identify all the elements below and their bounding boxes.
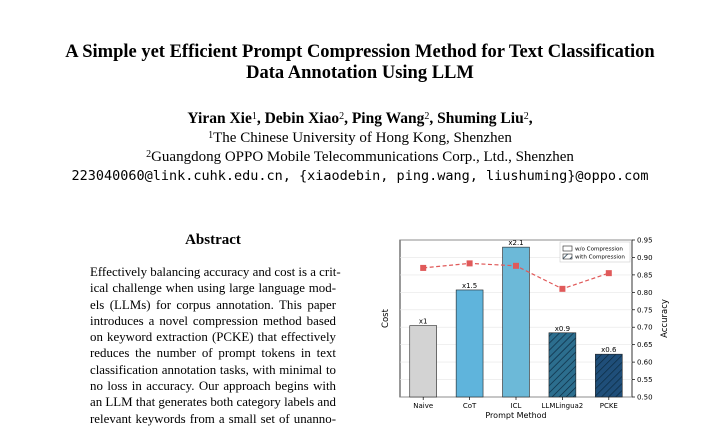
author-name: Debin Xiao [264, 110, 340, 127]
author-separator: , [429, 110, 438, 127]
abstract-line: els (LLMs) for corpus annotation. This paper [90, 297, 336, 312]
accuracy-marker [467, 260, 473, 266]
y2-tick-label: 0.75 [637, 306, 653, 315]
bar-icl [503, 247, 530, 397]
x-tick-label: LLMLingua2 [541, 402, 584, 410]
abstract-heading: Abstract [185, 232, 241, 248]
title-line-2: Data Annotation Using LLM [246, 63, 474, 83]
bar-hatch-llmlingua2 [549, 333, 576, 397]
abstract-line: introduces a novel compression method based [90, 313, 336, 328]
y2-tick-label: 0.65 [637, 341, 653, 350]
author-affiliation-marker: 2 [424, 111, 430, 122]
author-list [0, 110, 720, 128]
abstract-line: ical challenge when using large language mod- [90, 281, 336, 296]
author-affiliation-marker: 2 [523, 111, 529, 122]
abstract-line: no loss in accuracy. Our approach begins with [90, 379, 336, 394]
affiliation-2-text: Guangdong OPPO Mobile Telecommunications Corp., Ltd., Shenzhen [151, 149, 574, 165]
bar-value-label: x0.6 [601, 346, 617, 355]
author-separator: , [528, 110, 533, 127]
abstract-line: an LLM that generates both category labels and [90, 395, 336, 410]
affiliation-2 [0, 148, 720, 166]
bar-value-label: x1.5 [461, 281, 478, 290]
x-tick-label: PCKE [599, 402, 618, 410]
affiliation-1-marker: 1 [208, 130, 214, 141]
abstract-line: relevant keywords from a small set of unanno- [90, 411, 336, 426]
author-name: Yiran Xie [187, 110, 252, 127]
legend-swatch [563, 246, 572, 251]
affiliation-1 [0, 129, 720, 147]
y2-tick-label: 0.80 [637, 288, 653, 297]
abstract-line: Effectively balancing accuracy and cost is a crit- [90, 265, 341, 279]
x-tick-label: Naive [413, 402, 434, 410]
y2-tick-label: 0.70 [637, 323, 653, 332]
author-affiliation-marker: 1 [251, 111, 257, 122]
abstract-line: on keyword extraction (PCKE) that effectively [90, 330, 336, 345]
affiliation-2-marker: 2 [146, 149, 152, 160]
legend-label: w/o Compression [575, 246, 623, 253]
x-tick-label: ICL [510, 402, 522, 410]
y2-tick-label: 0.95 [637, 236, 653, 245]
author-separator: , [344, 110, 352, 127]
y2-axis-label: Accuracy [660, 299, 670, 338]
abstract-line: reduces the number of prompt tokens in text [90, 346, 336, 361]
author-affiliation-marker: 2 [339, 111, 345, 122]
author-separator: , [256, 110, 265, 127]
bar-naive [410, 326, 437, 397]
chart-svg [370, 232, 720, 420]
bar-value-label: x2.1 [508, 239, 524, 248]
y2-tick-label: 0.55 [637, 376, 653, 385]
accuracy-marker [606, 270, 612, 276]
title-line-1: A Simple yet Efficient Prompt Compression Method for Text Classification [65, 42, 655, 62]
x-axis-label: Prompt Method [485, 411, 547, 420]
cost-accuracy-chart [370, 232, 720, 420]
accuracy-marker [513, 263, 519, 269]
abstract-line: classification annotation tasks, with minimal to [90, 362, 336, 377]
affiliation-1-text: The Chinese University of Hong Kong, Shenzhen [213, 130, 512, 146]
y-axis-label: Cost [381, 309, 391, 328]
author-name: Shuming Liu [437, 110, 524, 127]
legend-label: with Compression [575, 254, 625, 261]
author-emails: 223040060@link.cuhk.edu.cn, {xiaodebin, ping.wang, liushuming}@oppo.com [71, 168, 649, 184]
y2-tick-label: 0.90 [637, 253, 653, 262]
y2-tick-label: 0.50 [637, 393, 653, 402]
paper-title [0, 42, 720, 84]
bar-value-label: x0.9 [554, 324, 571, 333]
legend-swatch-hatch [563, 254, 572, 259]
y2-tick-label: 0.85 [637, 271, 653, 280]
y2-tick-label: 0.60 [637, 358, 653, 367]
bar-hatch-pcke [595, 354, 622, 397]
x-tick-label: CoT [462, 402, 477, 410]
bar-value-label: x1 [418, 317, 428, 326]
abstract-body [90, 264, 341, 427]
accuracy-marker [559, 286, 565, 292]
accuracy-marker [420, 265, 426, 271]
author-name: Ping Wang [351, 110, 425, 127]
bar-cot [456, 290, 483, 397]
